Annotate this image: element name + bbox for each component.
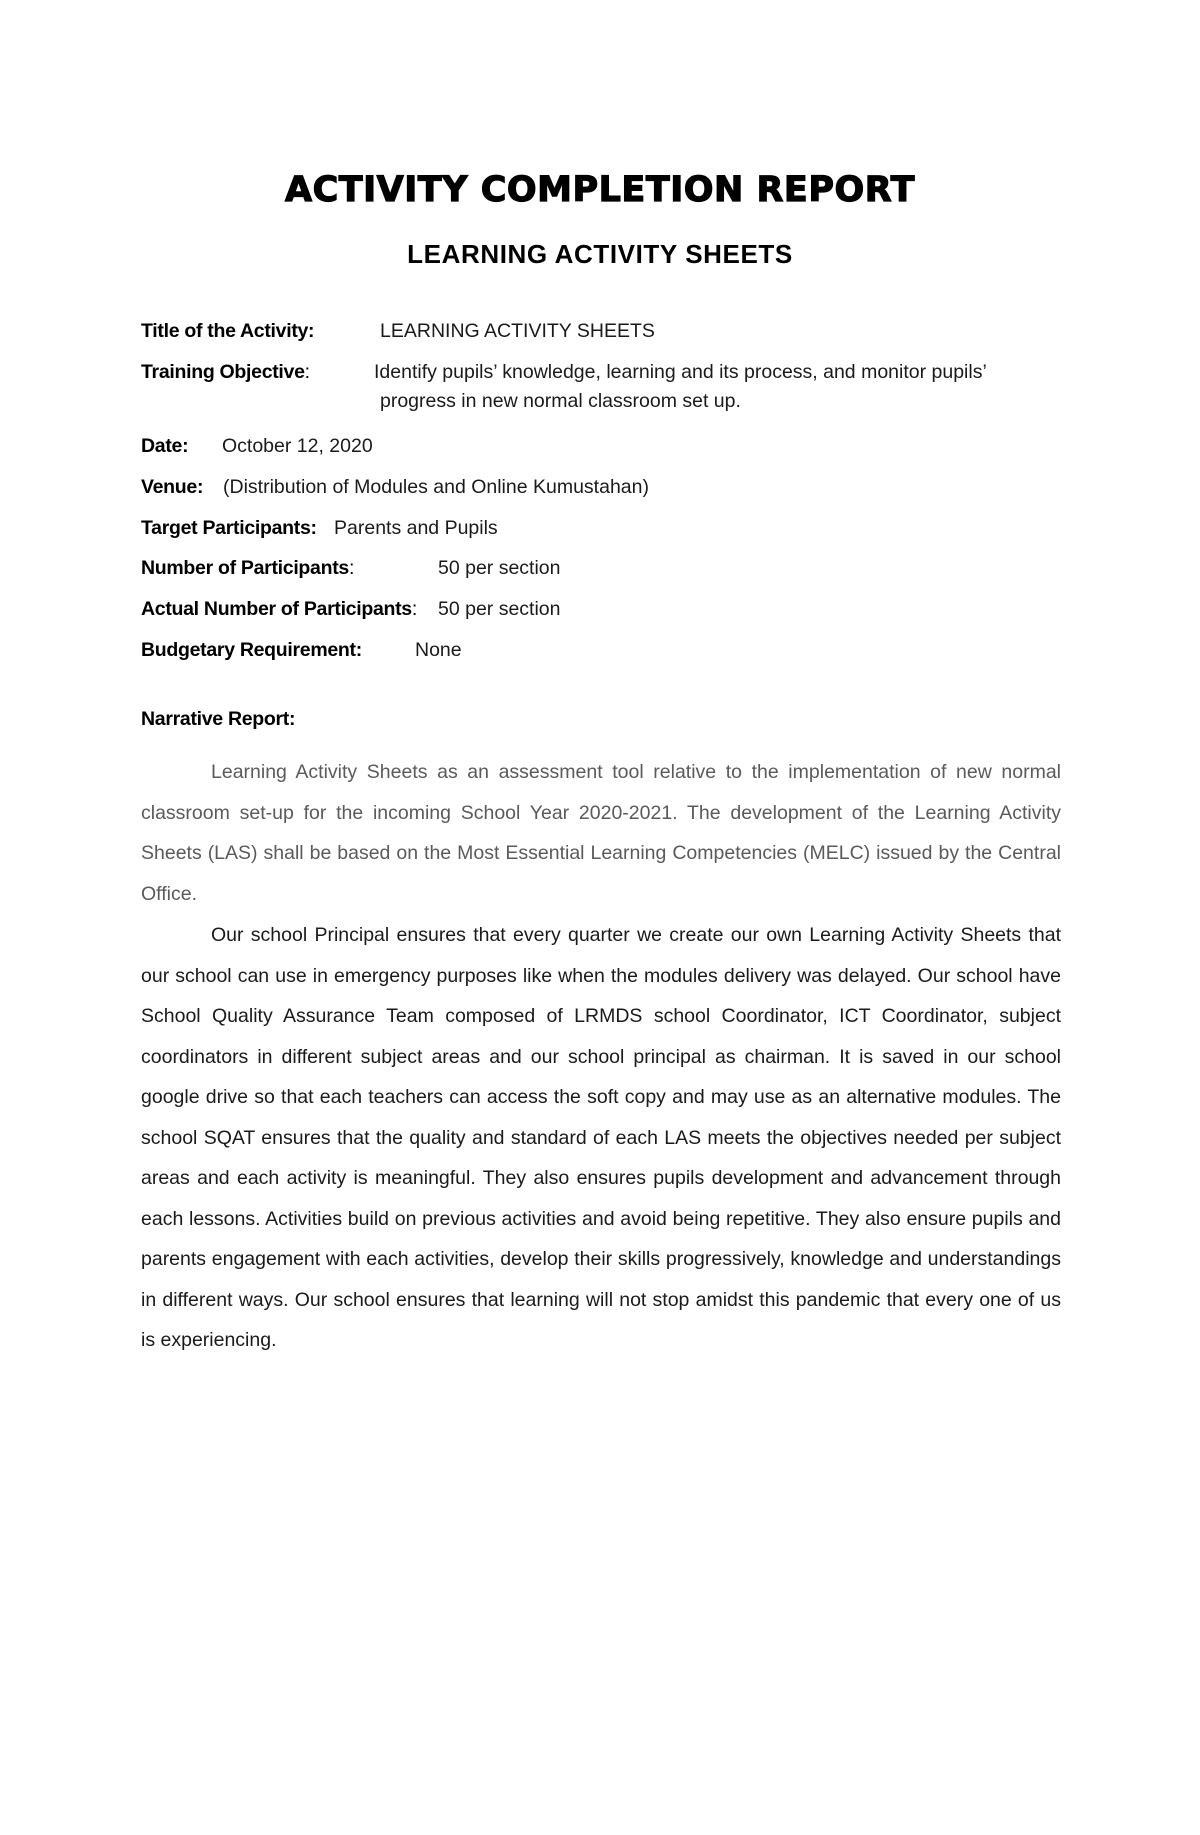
actual-participants-colon: : xyxy=(411,598,417,620)
venue-value: (Distribution of Modules and Online Kumustahan) xyxy=(223,476,649,498)
narrative-report-heading: Narrative Report: xyxy=(141,708,296,730)
narrative-paragraph-1: Learning Activity Sheets as an assessment tool relative to the implementation of new normal classroom set-up for the incoming School Year 2020-2021. The development of the Learning Activity Sheets (LAS) shall be based on the Most Essential Learning Competencies (MELC) issued by the Central Office. xyxy=(141,761,1061,905)
number-of-participants-colon: : xyxy=(348,557,355,579)
venue-label: Venue: xyxy=(141,476,204,498)
actual-participants-label-text: Actual Number of Participants xyxy=(141,598,412,620)
target-participants-value: Parents and Pupils xyxy=(334,517,498,539)
report-title: ACTIVITY COMPLETION REPORT xyxy=(285,170,915,210)
target-participants-label: Target Participants: xyxy=(141,517,317,539)
actual-participants-label xyxy=(141,596,417,622)
report-subtitle: LEARNING ACTIVITY SHEETS xyxy=(407,239,793,269)
activity-title-value: LEARNING ACTIVITY SHEETS xyxy=(380,320,655,342)
budgetary-requirement-label: Budgetary Requirement: xyxy=(141,639,362,661)
date-value: October 12, 2020 xyxy=(222,435,373,457)
training-objective-line-2: progress in new normal classroom set up. xyxy=(380,390,741,412)
narrative-paragraph-2: Our school Principal ensures that every quarter we create our own Learning Activity Sheets that our school can use in emergency purposes like when the modules delivery was delayed. Our school have School Quality Assurance Team composed of LRMDS school Coordinator, ICT Coordinator, subject coordinators in different subject areas and our school principal as chairman. It is saved in our school google drive so that each teachers can access the soft copy and may use as an alternative modules. The school SQAT ensures that the quality and standard of each LAS meets the objectives needed per subject areas and each activity is meaningful. They also ensures pupils development and advancement through each lessons. Activities build on previous activities and avoid being repetitive. They also ensure pupils and parents engagement with each activities, develop their skills progressively, knowledge and understandings in different ways. Our school ensures that learning will not stop amidst this pandemic that every one of us is experiencing. xyxy=(141,924,1061,1351)
number-of-participants-value: 50 per section xyxy=(438,557,561,579)
number-of-participants-label-text: Number of Participants xyxy=(141,557,349,579)
date-label: Date: xyxy=(141,435,189,457)
training-objective-colon: : xyxy=(304,361,310,383)
actual-participants-value: 50 per section xyxy=(438,598,561,620)
activity-title-label: Title of the Activity: xyxy=(141,320,315,342)
number-of-participants-label xyxy=(141,555,354,581)
training-objective-label-text: Training Objective xyxy=(141,361,305,383)
training-objective-label xyxy=(141,359,310,385)
budgetary-requirement-value: None xyxy=(415,639,462,661)
training-objective-line-1: Identify pupils’ knowledge, learning and its process, and monitor pupils’ xyxy=(374,361,987,383)
